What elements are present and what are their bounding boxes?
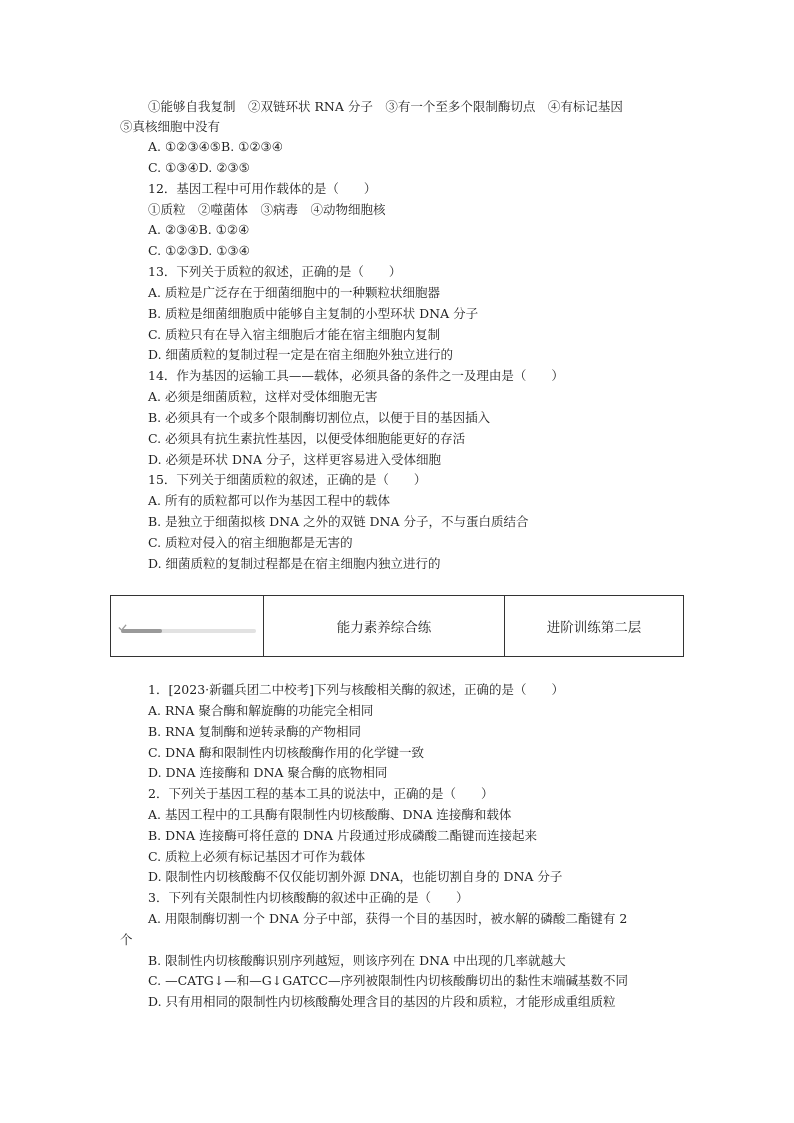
p2-choice-a: A. 基因工程中的工具酶有限制性内切核酸酶、DNA 连接酶和载体: [148, 807, 512, 822]
q13-choice-d: D. 细菌质粒的复制过程一定是在宿主细胞外独立进行的: [148, 347, 454, 362]
progress-bar: [121, 629, 256, 633]
section-header-table: [110, 595, 684, 657]
p2-choice-b: B. DNA 连接酶可将任意的 DNA 片段通过形成磷酸二酯键而连接起来: [148, 828, 538, 843]
p1-choice-d: D. DNA 连接酶和 DNA 聚合酶的底物相同: [148, 765, 388, 780]
section-title: 能力素养综合练: [264, 596, 505, 656]
q11-choice-cd: C. ①③④D. ②③⑤: [148, 160, 250, 175]
p2-choice-d: D. 限制性内切核酸酶不仅仅能切割外源 DNA，也能切割自身的 DNA 分子: [148, 869, 563, 884]
q13-choice-b: B. 质粒是细菌细胞质中能够自主复制的小型环状 DNA 分子: [148, 306, 479, 321]
p2-choice-c: C. 质粒上必须有标记基因才可作为载体: [148, 849, 366, 864]
p1-choice-b: B. RNA 复制酶和逆转录酶的产物相同: [148, 724, 361, 739]
p3-choice-a: A. 用限制酶切割一个 DNA 分子中部，获得一个目的基因时，被水解的磷酸二酯键有 2: [148, 911, 628, 926]
q15-choice-b: B. 是独立于细菌拟核 DNA 之外的双链 DNA 分子，不与蛋白质结合: [148, 514, 529, 529]
q12-choice-ab: A. ②③④B. ①②④: [148, 222, 250, 237]
progress-cell: [111, 596, 264, 656]
q15-stem: 15．下列关于细菌质粒的叙述，正确的是（ ）: [148, 472, 427, 487]
q15-choice-d: D. 细菌质粒的复制过程都是在宿主细胞内独立进行的: [148, 556, 441, 571]
q11-options: ①能够自我复制 ②双链环状 RNA 分子 ③有一个至多个限制酶切点 ④有标记基因: [148, 99, 623, 114]
q14-choice-b: B. 必须具有一个或多个限制酶切割位点，以便于目的基因插入: [148, 410, 491, 425]
q12-stem: 12．基因工程中可用作载体的是（ ）: [148, 181, 377, 196]
p3-choice-c: C. —CATG↓—和—G↓GATCC—序列被限制性内切核酸酶切出的黏性末端碱基数不同: [148, 973, 629, 988]
q14-choice-a: A. 必须是细菌质粒，这样对受体细胞无害: [148, 389, 378, 404]
p3-choice-d: D. 只有用相同的限制性内切核酸酶处理含目的基因的片段和质粒，才能形成重组质粒: [148, 994, 616, 1009]
p2-stem: 2．下列关于基因工程的基本工具的说法中，正确的是（ ）: [148, 786, 494, 801]
p3-choice-a-cont: 个: [120, 932, 133, 947]
p3-stem: 3．下列有关限制性内切核酸酶的叙述中正确的是（ ）: [148, 890, 469, 905]
p3-choice-b: B. 限制性内切核酸酶识别序列越短，则该序列在 DNA 中出现的几率就越大: [148, 953, 566, 968]
q15-choice-c: C. 质粒对侵入的宿主细胞都是无害的: [148, 535, 353, 550]
q13-stem: 13．下列关于质粒的叙述，正确的是（ ）: [148, 264, 402, 279]
q12-options: ①质粒 ②噬菌体 ③病毒 ④动物细胞核: [148, 202, 386, 217]
q13-choice-a: A. 质粒是广泛存在于细菌细胞中的一种颗粒状细胞器: [148, 285, 440, 300]
q14-stem: 14．作为基因的运输工具——载体，必须具备的条件之一及理由是（ ）: [148, 368, 564, 383]
p1-stem: 1．[2023·新疆兵团二中校考]下列与核酸相关酶的叙述，正确的是（ ）: [148, 682, 564, 697]
q13-choice-c: C. 质粒只有在导入宿主细胞后才能在宿主细胞内复制: [148, 327, 441, 342]
p1-choice-a: A. RNA 聚合酶和解旋酶的功能完全相同: [148, 703, 374, 718]
q14-choice-c: C. 必须具有抗生素抗性基因，以便受体细胞能更好的存活: [148, 431, 466, 446]
q14-choice-d: D. 必须是环状 DNA 分子，这样更容易进入受体细胞: [148, 452, 441, 467]
q11-choice-ab: A. ①②③④⑤B. ①②③④: [148, 139, 283, 154]
p1-choice-c: C. DNA 酶和限制性内切核酸酶作用的化学键一致: [148, 745, 425, 760]
q15-choice-a: A. 所有的质粒都可以作为基因工程中的载体: [148, 493, 390, 508]
section-level: 进阶训练第二层: [546, 620, 642, 636]
q12-choice-cd: C. ①②③D. ①③④: [148, 243, 250, 258]
q11-options-cont: ⑤真核细胞中没有: [120, 119, 221, 134]
progress-fill: [121, 629, 162, 633]
